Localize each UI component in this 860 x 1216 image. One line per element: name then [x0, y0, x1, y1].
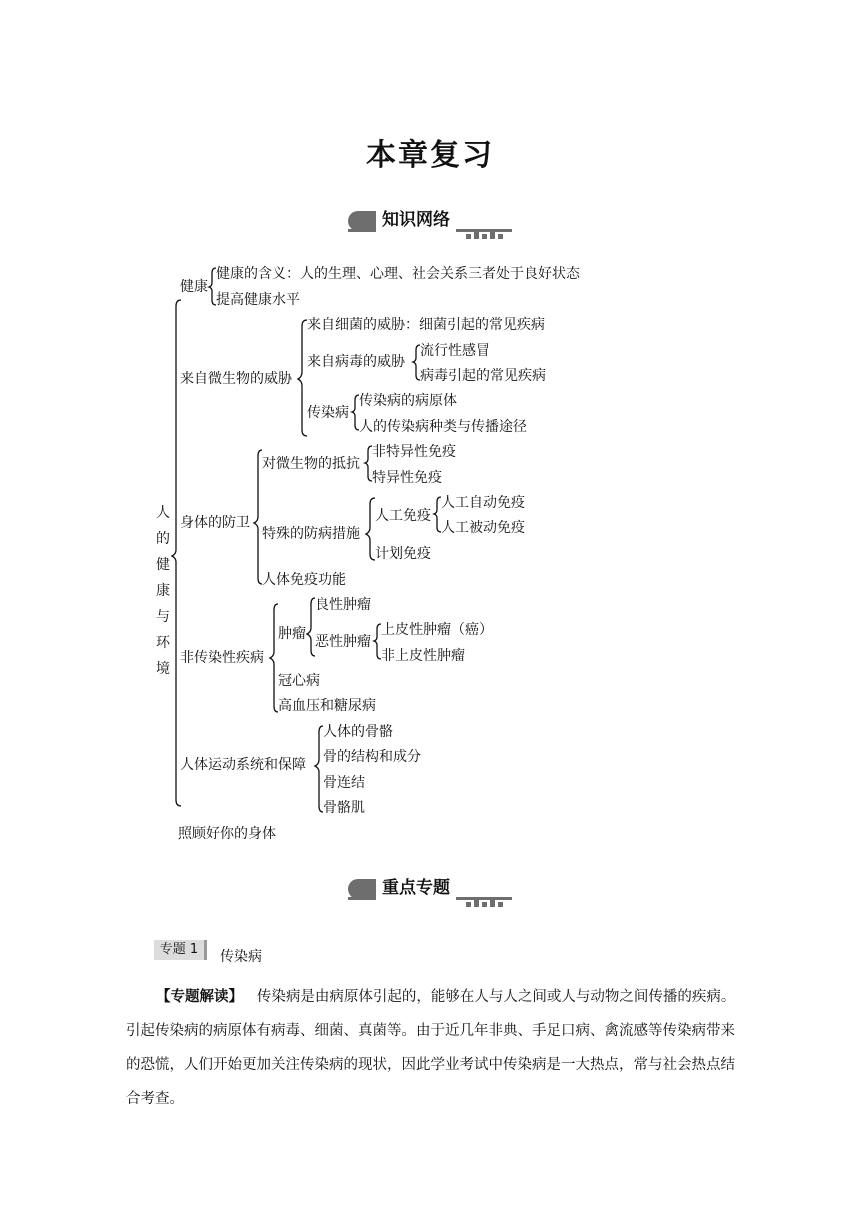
node-active-immunity: 人工自动免疫: [441, 495, 525, 511]
brace-noninfectious: [270, 604, 278, 712]
node-specific-immunity: 特异性免疫: [372, 470, 442, 486]
node-non-epithelial-tumor: 非上皮性肿瘤: [381, 648, 465, 664]
brace-special: [366, 498, 375, 560]
node-nonspecific-immunity: 非特异性免疫: [372, 444, 456, 460]
node-passive-immunity: 人工被动免疫: [441, 520, 525, 536]
node-health-definition: 健康的含义：人的生理、心理、社会关系三者处于良好状态: [216, 266, 580, 282]
node-motion-system: 人体运动系统和保障: [180, 757, 306, 773]
brace-motion: [315, 726, 323, 812]
page-title: 本章复习: [366, 138, 494, 173]
node-skeleton: 人体的骨骼: [323, 724, 393, 740]
node-improve-health: 提高健康水平: [216, 292, 300, 308]
node-bone-structure: 骨的结构和成分: [323, 749, 421, 765]
node-immune-function: 人体免疫功能: [262, 572, 346, 588]
topic-text: 传染病是由病原体引起的，能够在人与人之间或人与动物之间传播的疾病。引起传染病的病原体有病毒、细菌、真菌等。由于近几年非典、手足口病、禽流感等传染病带来的恐慌，人们开始更加关注传染病的现状，因此学业考试中传染病是一大热点，常与社会热点结合考查。: [126, 989, 736, 1107]
node-microbes: 来自微生物的威胁: [180, 371, 292, 387]
banner-title: 重点专题: [376, 876, 456, 900]
node-noninfectious: 非传染性疾病: [180, 650, 264, 666]
node-care-body: 照顾好你的身体: [178, 826, 276, 842]
topic-paragraph: [126, 980, 738, 1116]
brace-infectious: [352, 395, 359, 430]
arrow-icon: [348, 879, 376, 899]
brace-defense: [254, 450, 262, 584]
brace-tumor: [307, 598, 315, 656]
node-tumor: 肿瘤: [278, 626, 306, 642]
key-topics-banner: [348, 876, 512, 900]
node-health: 健康: [180, 279, 208, 295]
node-infectious: 传染病: [307, 405, 349, 421]
brace-malignant: [374, 624, 381, 659]
node-planned-immunity: 计划免疫: [375, 546, 431, 562]
topic-tag: 专题 1: [154, 940, 207, 960]
brace-virus: [413, 345, 420, 380]
node-influenza: 流行性感冒: [420, 343, 490, 359]
node-benign-tumor: 良性肿瘤: [315, 597, 371, 613]
node-artificial-immunity: 人工免疫: [375, 508, 431, 524]
brace-microbes: [298, 320, 307, 436]
node-coronary: 冠心病: [278, 673, 320, 689]
node-malignant-tumor: 恶性肿瘤: [315, 634, 371, 650]
node-defense: 身体的防卫: [180, 515, 250, 531]
dots-decoration: [466, 888, 506, 900]
node-viral-diseases: 病毒引起的常见疾病: [420, 368, 546, 384]
node-transmission: 人的传染病种类与传播途径: [359, 419, 527, 435]
node-bacteria: 来自细菌的威胁：细菌引起的常见疾病: [307, 317, 545, 333]
node-special-measures: 特殊的防病措施: [262, 526, 360, 542]
node-hypertension-diabetes: 高血压和糖尿病: [278, 698, 376, 714]
brace-resist: [365, 446, 372, 481]
brace-health: [209, 268, 216, 305]
topic-lead: 【专题解读】: [156, 988, 243, 1005]
node-virus: 来自病毒的威胁: [307, 354, 405, 370]
tree-root-label: 人的健康与环境: [156, 505, 170, 677]
node-joints: 骨连结: [323, 775, 365, 791]
brace-artificial: [434, 497, 441, 532]
topic-title: 传染病: [220, 949, 262, 965]
node-pathogen: 传染病的病原体: [359, 393, 457, 409]
node-epithelial-tumor: 上皮性肿瘤（癌）: [381, 622, 493, 638]
node-resist: 对微生物的抵抗: [262, 456, 360, 472]
banner-title: 知识网络: [376, 208, 456, 232]
node-muscles: 骨骼肌: [323, 800, 365, 816]
